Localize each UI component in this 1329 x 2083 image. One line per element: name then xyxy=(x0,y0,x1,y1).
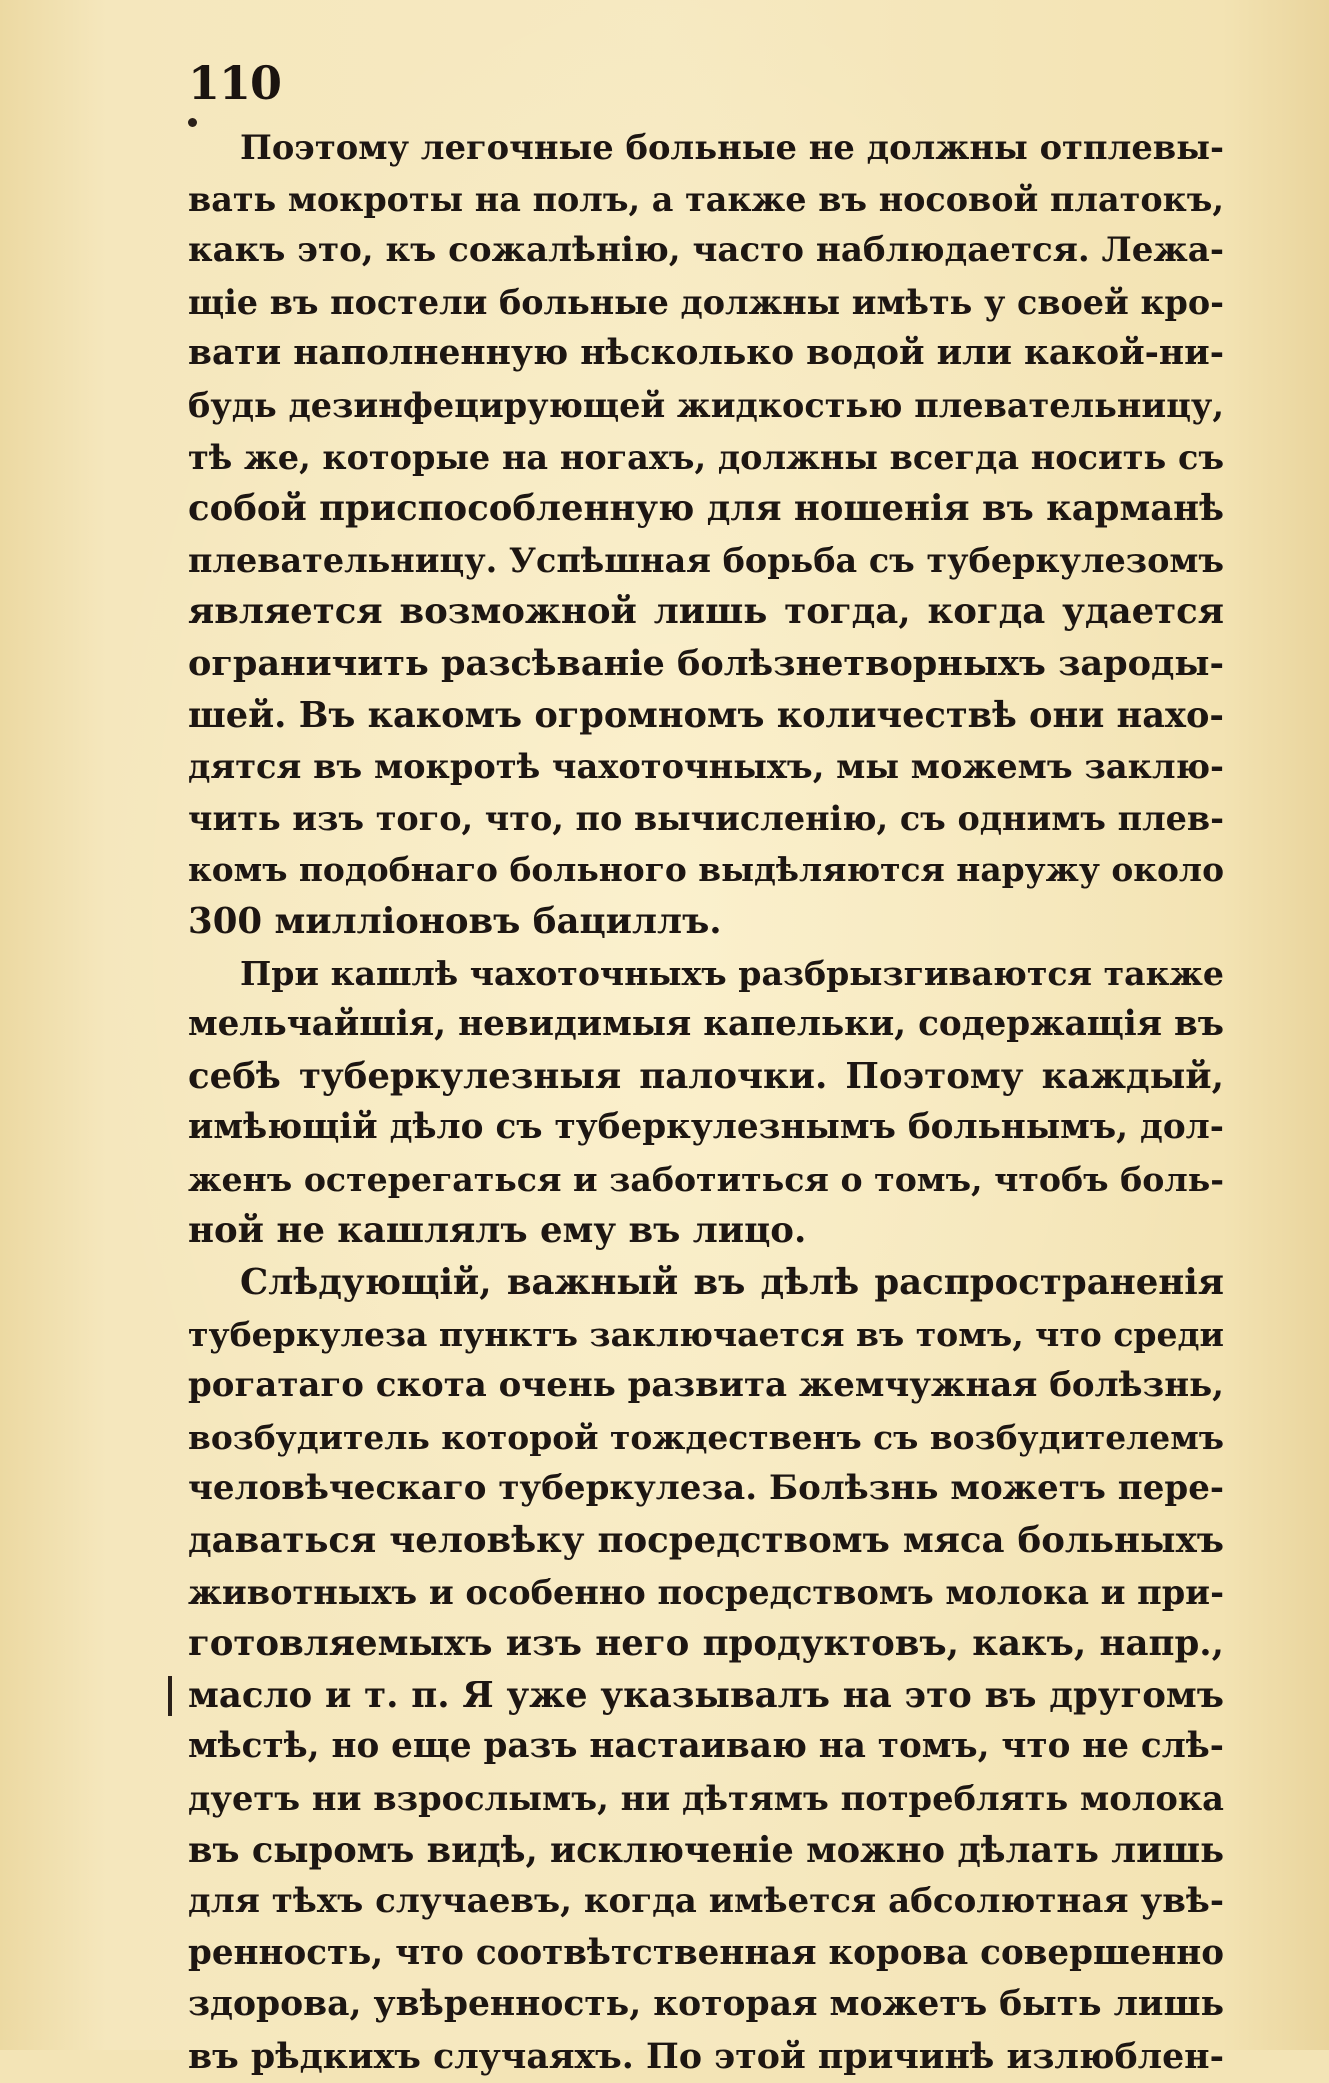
text-line: будь дезинфецирующей жидкостью плевательницу, xyxy=(188,385,1224,425)
text-line: въ рѣдкихъ случаяхъ. По этой причинѣ излюблен- xyxy=(188,2035,1224,2077)
text-line: рогатаго скота очень развита жемчужная болѣзнь, xyxy=(188,1365,1224,1406)
text-line: ограничить разсѣваніе болѣзнетворныхъ зароды- xyxy=(188,642,1224,684)
text-line: дятся въ мокротѣ чахоточныхъ, мы можемъ заклю- xyxy=(188,746,1224,787)
text-line: здорова, увѣренность, которая можетъ быть лишь xyxy=(188,1984,1224,2025)
text-line: для тѣхъ случаевъ, когда имѣется абсолютная увѣ- xyxy=(188,1881,1224,1922)
text-line: Слѣдующій, важный въ дѣлѣ распространенія xyxy=(240,1262,1224,1304)
text-line: 300 милліоновъ бациллъ. xyxy=(188,900,722,942)
text-line: тѣ же, которые на ногахъ, должны всегда носить съ xyxy=(188,437,1224,477)
text-line: возбудитель которой тождественъ съ возбудителемъ xyxy=(188,1417,1224,1457)
text-line: мѣстѣ, но еще разъ настаиваю на томъ, что не слѣ- xyxy=(188,1726,1224,1767)
text-line: ренность, что соотвѣтственная корова совершенно xyxy=(188,1932,1224,1973)
text-line: какъ это, къ сожалѣнію, часто наблюдается. Лежа- xyxy=(188,230,1224,271)
text-line: даваться человѣку посредствомъ мяса больныхъ xyxy=(188,1520,1224,1562)
text-line: въ сыромъ видѣ, исключеніе можно дѣлать лишь xyxy=(188,1829,1224,1871)
text-line: Поэтому легочные больные не должны отплевы- xyxy=(240,127,1224,167)
text-line: шей. Въ какомъ огромномъ количествѣ они нахо- xyxy=(188,694,1224,736)
text-line: щіе въ постели больные должны имѣть у своей кро- xyxy=(188,282,1224,322)
body-text xyxy=(188,122,1224,2083)
text-line: ной не кашлялъ ему въ лицо. xyxy=(188,1210,807,1252)
text-line: комъ подобнаго больного выдѣляются наружу около xyxy=(188,850,1224,890)
text-line: является возможной лишь тогда, когда удается xyxy=(188,591,1224,633)
text-line: плевательницу. Успѣшная борьба съ туберкулезомъ xyxy=(188,540,1224,580)
text-line: собой приспособленную для ношенія въ карманѣ xyxy=(188,488,1224,530)
text-line: дуетъ ни взрослымъ, ни дѣтямъ потреблять молока xyxy=(188,1778,1224,1818)
text-line: вать мокроты на полъ, а также въ носовой платокъ, xyxy=(188,179,1224,219)
text-line: чить изъ того, что, по вычисленію, съ однимъ плев- xyxy=(188,798,1224,838)
text-line: женъ остерегаться и заботиться о томъ, чтобъ боль- xyxy=(188,1159,1224,1199)
text-line: себѣ туберкулезныя палочки. Поэтому каждый, xyxy=(188,1055,1224,1097)
text-line: готовляемыхъ изъ него продуктовъ, какъ, напр., xyxy=(188,1623,1224,1665)
text-line: При кашлѣ чахоточныхъ разбрызгиваются также xyxy=(240,953,1224,993)
text-line: человѣческаго туберкулеза. Болѣзнь можетъ пере- xyxy=(188,1468,1224,1509)
text-line: масло и т. п. Я уже указывалъ на это въ другомъ xyxy=(188,1674,1224,1716)
text-line: туберкулеза пунктъ заключается въ томъ, что среди xyxy=(188,1314,1224,1354)
text-line: имѣющій дѣло съ туберкулезнымъ больнымъ, дол- xyxy=(188,1107,1224,1148)
text-line: вати наполненную нѣсколько водой или какой-ни- xyxy=(188,333,1224,374)
text-line: мельчайшія, невидимыя капельки, содержащія въ xyxy=(188,1004,1224,1045)
page-number: 110 xyxy=(188,56,282,110)
margin-pencil-mark xyxy=(168,1676,172,1716)
text-line: животныхъ и особенно посредствомъ молока и при- xyxy=(188,1571,1224,1612)
